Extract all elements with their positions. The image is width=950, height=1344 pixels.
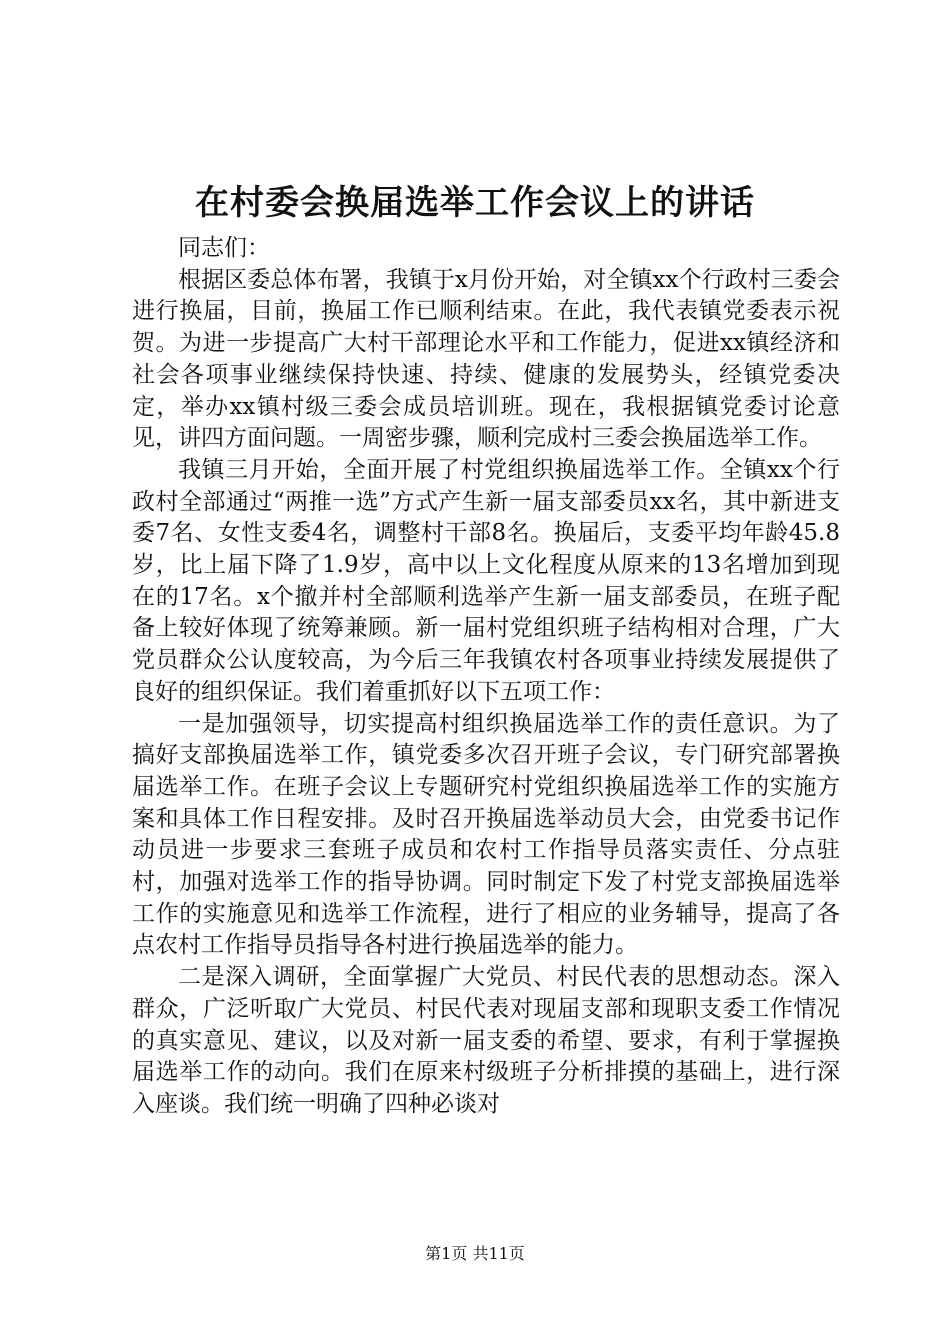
paragraph-point-two: 二是深入调研，全面掌握广大党员、村民代表的思想动态。深入群众，广泛听取广大党员、村民代表对现届支部和现职支委工作情况的真实意见、建议，以及对新一届支委的希望、要求，有利于掌握换届选举工作的动向。我们在原来村级班子分析排摸的基础上，进行深入座谈。我们统一明确了四种必谈对 xyxy=(132,964,840,1117)
document-title: 在村委会换届选举工作会议上的讲话 xyxy=(195,183,755,223)
page-number-footer: 第1页 共11页 xyxy=(425,1244,525,1263)
document-body xyxy=(132,233,840,1121)
salutation: 同志们： xyxy=(178,235,270,261)
paragraph-point-one: 一是加强领导，切实提高村组织换届选举工作的责任意识。为了搞好支部换届选举工作，镇党委多次召开班子会议，专门研究部署换届选举工作。在班子会议上专题研究村党组织换届选举工作的实施方案和具体工作日程安排。及时召开换届选举动员大会，由党委书记作动员进一步要求三套班子成员和农村工作指导员落实责任、分点驻村，加强对选举工作的指导协调。同时制定下发了村党支部换届选举工作的实施意见和选举工作流程，进行了相应的业务辅导，提高了各点农村工作指导员指导各村进行换届选举的能力。 xyxy=(132,710,840,959)
paragraph-intro: 根据区委总体布署，我镇于x月份开始，对全镇xx个行政村三委会进行换届，目前，换届工作已顺利结束。在此，我代表镇党委表示祝贺。为进一步提高广大村干部理论水平和工作能力，促进xx镇经济和社会各项事业继续保持快速、持续、健康的发展势头，经镇党委决定，举办xx镇村级三委会成员培训班。现在，我根据镇党委讨论意见，讲四方面问题。一周密步骤，顺利完成村三委会换届选举工作。 xyxy=(132,266,840,452)
paragraph-summary: 我镇三月开始，全面开展了村党组织换届选举工作。全镇xx个行政村全部通过“两推一选”方式产生新一届支部委员xx名，其中新进支委7名、女性支委4名，调整村干部8名。换届后，支委平均年龄45.8岁，比上届下降了1.9岁，高中以上文化程度从原来的13名增加到现在的17名。x个撤并村全部顺利选举产生新一届支部委员，在班子配备上较好体现了统筹兼顾。新一届村党组织班子结构相对合理，广大党员群众公认度较高，为今后三年我镇农村各项事业持续发展提供了良好的组织保证。我们着重抓好以下五项工作： xyxy=(132,456,840,705)
